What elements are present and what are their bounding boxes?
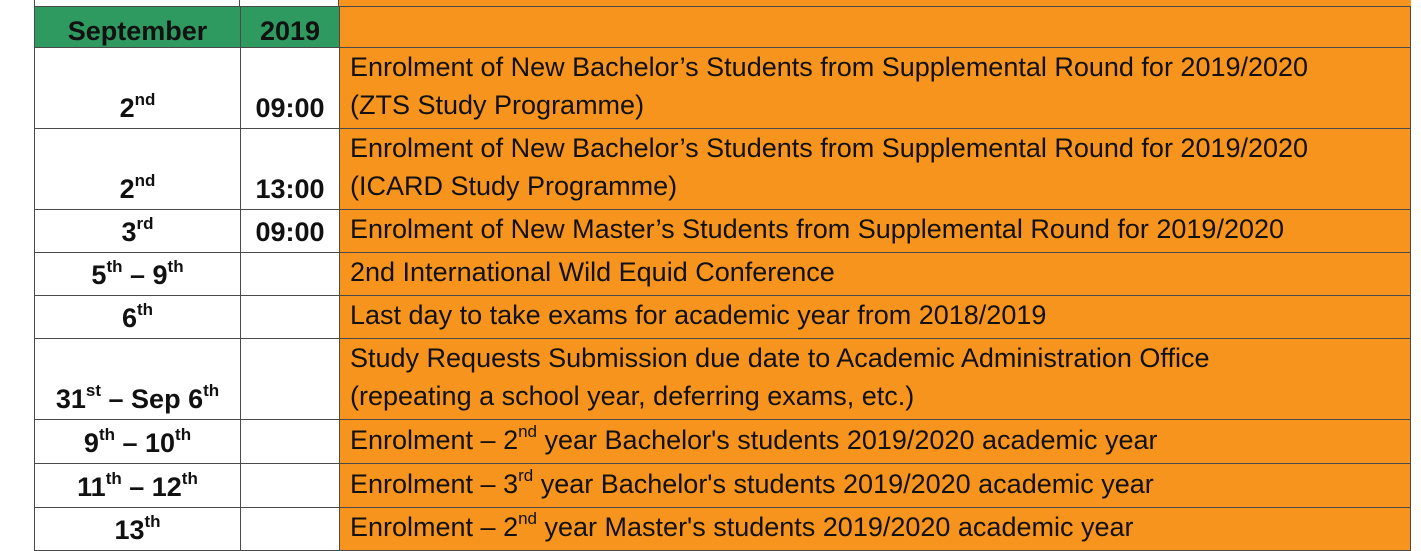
event-text: Enrolment of New Bachelor’s Students from Supplemental Round for 2019/2020 [350, 133, 1309, 163]
event-description [340, 464, 1411, 508]
event-text: Last day to take exams for academic year from 2018/2019 [350, 300, 1047, 330]
event-time [241, 464, 340, 508]
date-day-suffix: th [144, 512, 161, 531]
event-description-line [350, 421, 1410, 459]
event-description-line: (ZTS Study Programme) [350, 90, 645, 120]
date-day-suffix: nd [134, 90, 156, 109]
date-range-end-suffix: th [175, 425, 192, 444]
event-date [35, 339, 241, 420]
date-day-suffix: th [105, 469, 122, 488]
date-range-end: – 9 [122, 260, 168, 290]
event-time: 13:00 [241, 129, 340, 210]
date-day: 2 [119, 93, 135, 123]
event-description [340, 420, 1411, 464]
event-date [35, 508, 241, 551]
event-date [35, 48, 241, 129]
event-description-line [350, 210, 1410, 248]
event-date [35, 129, 241, 210]
event-text-suffix: nd [518, 509, 538, 528]
event-description [340, 339, 1411, 420]
date-day: 5 [91, 260, 107, 290]
calendar-row [35, 253, 1411, 296]
event-time: 09:00 [241, 48, 340, 129]
event-description-line [350, 253, 1410, 291]
event-text: Enrolment – 3 [350, 469, 519, 499]
calendar-row [35, 296, 1411, 339]
event-description [340, 129, 1411, 210]
event-description-line [350, 48, 1410, 86]
date-day: 31 [55, 384, 86, 414]
event-description [340, 253, 1411, 296]
date-range-end: – 10 [114, 428, 176, 458]
date-day: 6 [121, 303, 137, 333]
event-text-rest: year Bachelor's students 2019/2020 academic year [533, 469, 1154, 499]
event-text: Enrolment of New Master’s Students from Supplemental Round for 2019/2020 [350, 214, 1285, 244]
event-description-line [350, 508, 1410, 546]
event-text-rest: year Bachelor's students 2019/2020 academic year [537, 425, 1158, 455]
event-description-line: (ICARD Study Programme) [350, 171, 678, 201]
event-date [35, 464, 241, 508]
event-text: Enrolment of New Bachelor’s Students from Supplemental Round for 2019/2020 [350, 52, 1309, 82]
date-day-suffix: th [106, 257, 123, 276]
calendar-row [35, 129, 1411, 210]
date-day: 13 [114, 515, 145, 545]
date-day-suffix: rd [136, 214, 154, 233]
year-header: 2019 [241, 7, 340, 48]
calendar-row [35, 210, 1411, 253]
event-description-line [350, 465, 1410, 503]
event-text: Enrolment – 2 [350, 425, 519, 455]
event-description-line [350, 296, 1410, 334]
calendar-row [35, 339, 1411, 420]
event-date [35, 296, 241, 339]
date-range-end-suffix: th [181, 469, 198, 488]
date-range-end: – Sep 6 [101, 384, 204, 414]
month-header: September [35, 7, 241, 48]
calendar-row [35, 48, 1411, 129]
event-text: 2nd International Wild Equid Conference [350, 257, 835, 287]
event-description [340, 48, 1411, 129]
event-description-line [350, 339, 1410, 377]
date-day-suffix: th [98, 425, 115, 444]
event-time [241, 296, 340, 339]
header-blank-cell [340, 7, 1411, 48]
event-text-suffix: rd [518, 466, 534, 485]
event-date [35, 420, 241, 464]
event-time [241, 420, 340, 464]
event-description-line: (repeating a school year, deferring exams, etc.) [350, 381, 915, 411]
date-day: 9 [83, 428, 99, 458]
date-range-end: – 12 [121, 472, 182, 502]
month-header-row [35, 7, 1411, 48]
event-description [340, 508, 1411, 551]
event-date [35, 210, 241, 253]
event-description [340, 210, 1411, 253]
date-range-end-suffix: th [167, 257, 184, 276]
date-day: 11 [77, 472, 106, 502]
event-text: Enrolment – 2 [350, 512, 519, 542]
date-day-suffix: th [136, 300, 154, 319]
event-time [241, 339, 340, 420]
event-description [340, 296, 1411, 339]
event-description-line [350, 129, 1410, 167]
event-time [241, 508, 340, 551]
event-time [241, 253, 340, 296]
calendar-row [35, 420, 1411, 464]
date-day: 3 [121, 217, 137, 247]
calendar-row [35, 464, 1411, 508]
event-text-suffix: nd [518, 422, 538, 441]
academic-calendar-table [34, 6, 1411, 551]
event-text: Study Requests Submission due date to Academic Administration Office [350, 343, 1210, 373]
calendar-row [35, 508, 1411, 551]
date-day: 2 [119, 174, 135, 204]
event-time: 09:00 [241, 210, 340, 253]
event-date [35, 253, 241, 296]
date-range-end-suffix: th [203, 381, 220, 400]
event-text-rest: year Master's students 2019/2020 academic year [537, 512, 1134, 542]
date-day-suffix: nd [134, 171, 156, 190]
date-day-suffix: st [85, 381, 102, 400]
